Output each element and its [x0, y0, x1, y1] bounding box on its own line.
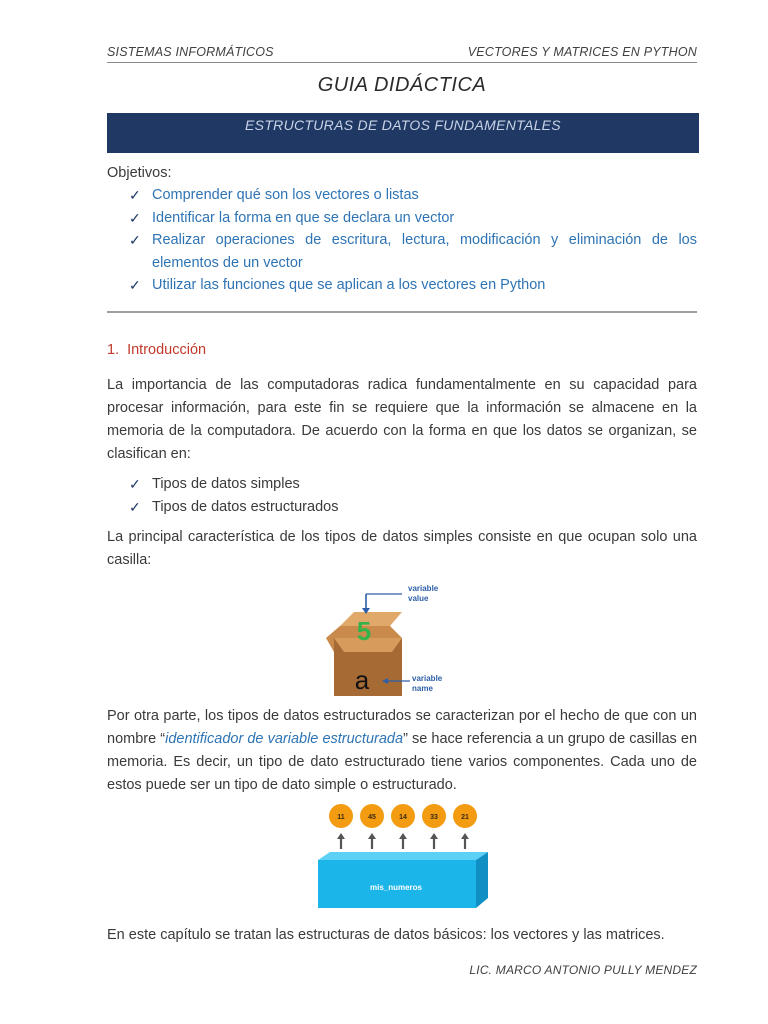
vector-box-top: [318, 852, 488, 860]
section-number: 1.: [107, 342, 120, 358]
section-banner: ESTRUCTURAS DE DATOS FUNDAMENTALES: [107, 113, 699, 153]
up-arrow-head-icon: [337, 833, 345, 839]
checkmark-icon: ✓: [129, 187, 141, 203]
data-types-block: [107, 473, 697, 518]
header-left: SISTEMAS INFORMÁTICOS: [107, 45, 274, 59]
intro-paragraph: La importancia de las computadoras radica fundamentalmente en su capacidad para procesar información, para este fin se requiere que la información se almacene en la memoria de la computadora. De acuerdo con la forma en que los datos se organizan, se clasifican en:: [107, 377, 697, 462]
simple-types-paragraph: La principal característica de los tipos de datos simples consiste en que ocupan solo una casilla:: [107, 529, 697, 568]
data-type-text: Tipos de datos estructurados: [152, 498, 339, 515]
value-label-2: value: [408, 594, 429, 603]
checkmark-icon: ✓: [129, 209, 141, 226]
checkmark-icon: ✓: [129, 232, 141, 248]
value-label-1: variable: [408, 584, 439, 593]
p3-text-after: ” se hace referencia a un grupo de casillas en memoria. Es decir, un tipo de dato estructurado tiene varios componentes. Cada uno de estos puede ser un tipo de dato simple o estructurado.: [107, 731, 698, 793]
vector-cell-value: 45: [368, 814, 376, 821]
checkmark-icon: ✓: [129, 476, 141, 492]
objective-item: [107, 207, 697, 230]
section-title: Introducción: [127, 342, 207, 358]
page-title: GUIA DIDÁCTICA: [317, 74, 487, 96]
page-footer: LIC. MARCO ANTONIO PULLY MENDEZ: [469, 963, 697, 977]
data-types-list: [107, 473, 697, 518]
objective-text: Utilizar las funciones que se aplican a los vectores en Python: [152, 277, 546, 293]
name-label-2: name: [412, 684, 433, 693]
checkmark-icon: ✓: [129, 277, 141, 293]
variable-box-figure: [318, 582, 458, 698]
section-heading: [107, 342, 206, 358]
data-type-text: Tipos de datos simples: [152, 476, 300, 492]
objectives-list: [107, 184, 697, 297]
header-right: VECTORES Y MATRICES EN PYTHON: [467, 45, 697, 59]
variable-name: a: [354, 665, 370, 695]
up-arrow-head-icon: [368, 833, 376, 839]
name-label-1: variable: [412, 674, 443, 683]
structured-identifier-term: identificador de variable estructurada: [165, 731, 404, 747]
up-arrow-head-icon: [430, 833, 438, 839]
vector-cell-value: 33: [430, 814, 438, 821]
vector-cell-value: 14: [399, 814, 407, 821]
data-type-item: [107, 473, 697, 496]
objectives-block: [107, 162, 697, 297]
objective-item: [107, 274, 697, 297]
up-arrow-head-icon: [461, 833, 469, 839]
vector-box-side: [476, 852, 488, 908]
vector-cells: [329, 804, 477, 849]
structured-types-paragraph: [107, 705, 697, 797]
p3-text-before: Por otra parte, los tipos de datos estructurados se caracterizan por el hecho de que con un nombre “: [107, 708, 697, 747]
objective-item: [107, 229, 697, 274]
data-type-item: [107, 496, 697, 519]
vector-cell-value: 21: [461, 814, 469, 821]
objective-text: Identificar la forma en que se declara un vector: [152, 209, 455, 226]
objectives-label: Objetivos:: [107, 165, 172, 181]
vector-figure: [316, 802, 492, 912]
section-divider: [107, 311, 697, 313]
page-header: [107, 45, 697, 63]
vector-cell-value: 11: [337, 814, 345, 821]
variable-value: 5: [356, 616, 372, 646]
objective-text: Realizar operaciones de escritura, lectura, modificación y eliminación de los elementos de un vector: [152, 232, 697, 271]
checkmark-icon: ✓: [129, 498, 141, 515]
chapter-summary-paragraph: En este capítulo se tratan las estructuras de datos básicos: los vectores y las matrices.: [107, 927, 665, 943]
vector-name: mis_numeros: [369, 883, 423, 892]
up-arrow-head-icon: [399, 833, 407, 839]
objective-text: Comprender qué son los vectores o listas: [152, 187, 419, 203]
objective-item: [107, 184, 697, 207]
